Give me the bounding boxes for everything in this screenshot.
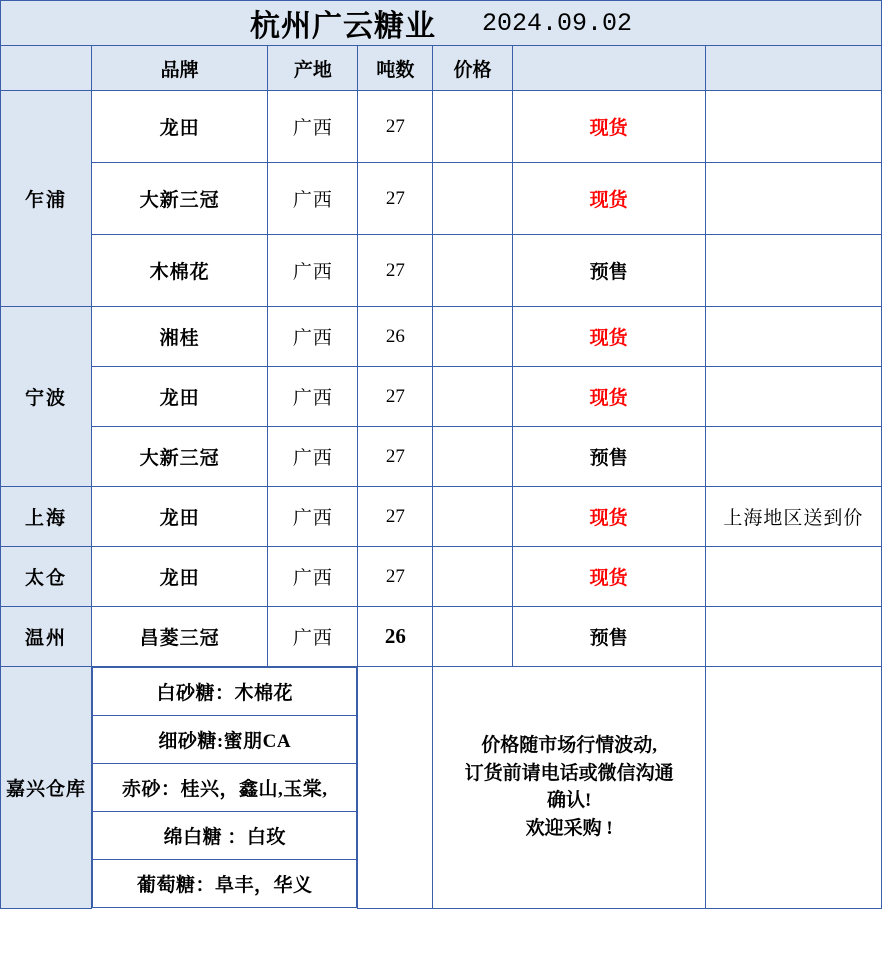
note-cell: [705, 607, 881, 667]
status-badge: 预售: [512, 427, 705, 487]
table-row: [1, 427, 882, 487]
brand-cell: 大新三冠: [92, 163, 268, 235]
brand-cell: 龙田: [92, 487, 268, 547]
status-badge: 现货: [512, 367, 705, 427]
note-cell: [705, 235, 881, 307]
title-cell: [1, 1, 882, 46]
note-cell: [705, 307, 881, 367]
warehouse-block-row: [1, 667, 882, 909]
status-badge: 预售: [512, 607, 705, 667]
note-cell: [705, 163, 881, 235]
col-header-brand: 品牌: [92, 46, 268, 91]
product-item: 细砂糖:蜜朋CA: [93, 716, 357, 764]
memo-line-2: 订货前请电话或微信沟通: [464, 762, 674, 784]
region-cell: 上海: [1, 487, 92, 547]
status-badge: 现货: [512, 487, 705, 547]
col-header-tons: 吨数: [358, 46, 433, 91]
region-cell: 温州: [1, 607, 92, 667]
table-row: [1, 547, 882, 607]
origin-cell: 广西: [268, 91, 358, 163]
quote-date: 2024.09.02: [481, 8, 633, 38]
origin-cell: 广西: [268, 607, 358, 667]
region-cell: 乍浦: [1, 91, 92, 307]
spacer-cell: [358, 667, 433, 909]
col-header-status: [512, 46, 705, 91]
product-row: [93, 716, 357, 764]
product-row: [93, 812, 357, 860]
tons-cell: 27: [358, 487, 433, 547]
product-item: 白砂糖：木棉花: [93, 668, 357, 716]
table-row: [1, 91, 882, 163]
table-row: [1, 235, 882, 307]
company-title: 杭州广云糖业: [249, 10, 436, 43]
origin-cell: 广西: [268, 235, 358, 307]
note-cell: [705, 547, 881, 607]
origin-cell: 广西: [268, 367, 358, 427]
origin-cell: 广西: [268, 307, 358, 367]
origin-cell: 广西: [268, 427, 358, 487]
brand-cell: 木棉花: [92, 235, 268, 307]
price-cell: [433, 487, 512, 547]
title-row: [1, 1, 882, 46]
region-cell: 宁波: [1, 307, 92, 487]
note-cell: [705, 367, 881, 427]
note-cell: 上海地区送到价: [705, 487, 881, 547]
note-cell: [705, 91, 881, 163]
price-cell: [433, 367, 512, 427]
origin-cell: 广西: [268, 547, 358, 607]
status-badge: 现货: [512, 163, 705, 235]
brand-cell: 湘桂: [92, 307, 268, 367]
tons-cell: 27: [358, 163, 433, 235]
memo-line-4: 欢迎采购 !: [525, 817, 613, 839]
status-badge: 现货: [512, 547, 705, 607]
tons-cell: 26: [358, 307, 433, 367]
price-cell: [433, 163, 512, 235]
table-row: [1, 307, 882, 367]
col-header-price: 价格: [433, 46, 512, 91]
memo-line-1: 价格随市场行情波动,: [481, 735, 657, 757]
region-cell: 太仓: [1, 547, 92, 607]
status-badge: 现货: [512, 307, 705, 367]
price-cell: [433, 235, 512, 307]
price-cell: [433, 91, 512, 163]
memo-line-3: 确认!: [546, 790, 592, 812]
brand-cell: 龙田: [92, 547, 268, 607]
brand-cell: 龙田: [92, 91, 268, 163]
table-row: [1, 163, 882, 235]
price-cell: [433, 547, 512, 607]
product-row: [93, 860, 357, 908]
tons-cell: 26: [358, 607, 433, 667]
product-item: 赤砂：桂兴，鑫山,玉棠,: [93, 764, 357, 812]
col-header-region: [1, 46, 92, 91]
col-header-note: [705, 46, 881, 91]
price-cell: [433, 607, 512, 667]
status-badge: 现货: [512, 91, 705, 163]
tons-cell: 27: [358, 367, 433, 427]
product-row: [93, 668, 357, 716]
spacer-cell-right: [705, 667, 881, 909]
table-row: [1, 487, 882, 547]
column-header-row: [1, 46, 882, 91]
table-row: [1, 367, 882, 427]
memo-cell: [433, 667, 705, 909]
product-item: 葡萄糖：阜丰，华义: [93, 860, 357, 908]
origin-cell: 广西: [268, 487, 358, 547]
note-cell: [705, 427, 881, 487]
table-row: [1, 607, 882, 667]
tons-cell: 27: [358, 547, 433, 607]
origin-cell: 广西: [268, 163, 358, 235]
warehouse-region-cell: 嘉兴仓库: [1, 667, 92, 909]
brand-cell: 昌菱三冠: [92, 607, 268, 667]
product-row: [93, 764, 357, 812]
price-cell: [433, 427, 512, 487]
tons-cell: 27: [358, 235, 433, 307]
status-badge: 预售: [512, 235, 705, 307]
brand-cell: 大新三冠: [92, 427, 268, 487]
product-item: 绵白糖 ：白玫: [93, 812, 357, 860]
brand-cell: 龙田: [92, 367, 268, 427]
col-header-origin: 产地: [268, 46, 358, 91]
tons-cell: 27: [358, 91, 433, 163]
tons-cell: 27: [358, 427, 433, 487]
product-list-cell: [92, 667, 358, 909]
price-cell: [433, 307, 512, 367]
